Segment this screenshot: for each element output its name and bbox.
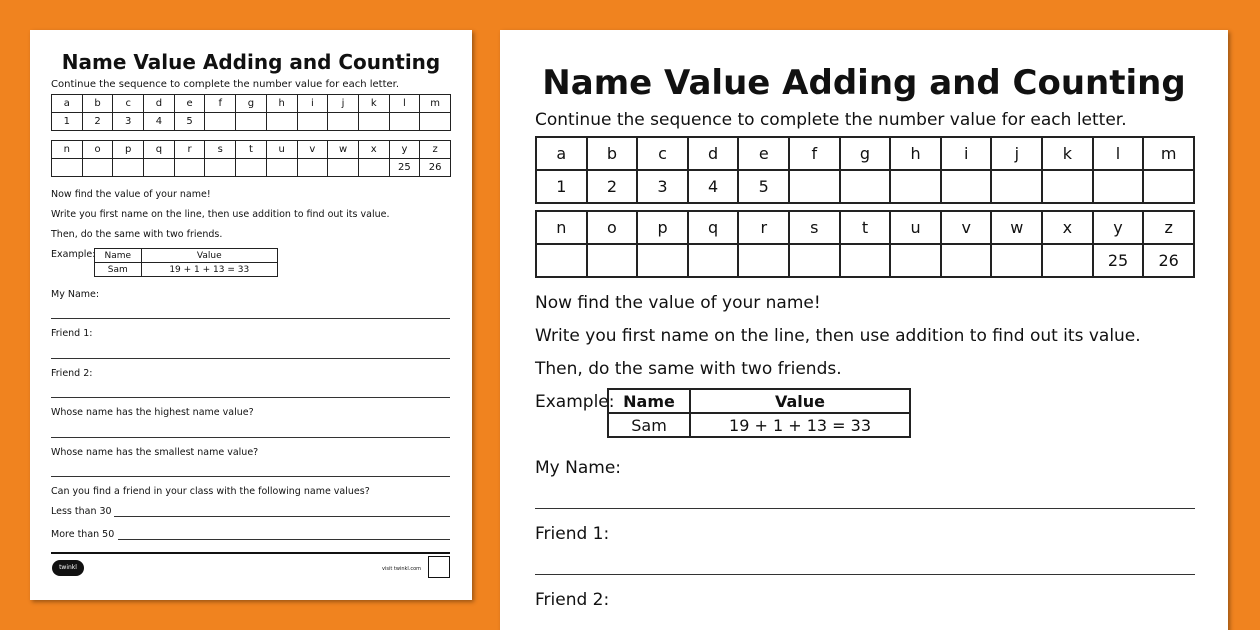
stamp-icon <box>428 556 450 578</box>
value-cell <box>358 113 389 131</box>
my-name-line[interactable] <box>535 508 1195 509</box>
letter-cell: j <box>328 95 359 113</box>
paragraph-find-value: Now find the value of your name! <box>535 293 821 313</box>
value-cell[interactable]: 26 <box>1143 244 1194 277</box>
letter-table-row2 <box>51 140 451 177</box>
value-cell <box>236 159 267 177</box>
letter-cell: e <box>174 95 205 113</box>
highest-answer-line[interactable] <box>51 437 450 438</box>
example-header-value: Value <box>141 249 278 263</box>
letter-row <box>52 141 451 159</box>
value-row <box>536 244 1194 277</box>
letter-cell: a <box>536 137 587 170</box>
example-table <box>94 248 278 277</box>
value-cell[interactable] <box>587 244 638 277</box>
table-row <box>95 263 278 277</box>
letter-row <box>536 137 1194 170</box>
value-cell[interactable] <box>637 244 688 277</box>
value-cell <box>174 159 205 177</box>
value-cell <box>297 159 328 177</box>
letter-cell: b <box>82 95 113 113</box>
value-cell[interactable] <box>789 244 840 277</box>
twinkl-logo: twinkl <box>52 560 84 576</box>
example-name: Sam <box>95 263 142 277</box>
letter-cell: u <box>890 211 941 244</box>
value-cell[interactable] <box>1042 170 1093 203</box>
example-label: Example: <box>535 392 615 412</box>
letter-cell: c <box>637 137 688 170</box>
value-cell <box>205 113 236 131</box>
letter-cell: x <box>1042 211 1093 244</box>
letter-cell: v <box>297 141 328 159</box>
letter-cell: h <box>890 137 941 170</box>
letter-cell: j <box>991 137 1042 170</box>
table-row <box>608 389 910 413</box>
letter-cell: v <box>941 211 992 244</box>
page-title: Name Value Adding and Counting <box>542 63 1186 103</box>
value-cell[interactable] <box>738 244 789 277</box>
page-title: Name Value Adding and Counting <box>61 50 441 74</box>
letter-row <box>52 95 451 113</box>
value-cell[interactable] <box>789 170 840 203</box>
value-cell[interactable]: 3 <box>637 170 688 203</box>
worksheet-thumbnail <box>30 30 472 600</box>
value-cell <box>82 159 113 177</box>
worksheet-zoomed <box>500 30 1228 630</box>
value-cell[interactable]: 4 <box>688 170 739 203</box>
paragraph-friends: Then, do the same with two friends. <box>535 359 842 379</box>
table-row <box>95 249 278 263</box>
paragraph-find-value: Now find the value of your name! <box>51 189 211 200</box>
example-name: Sam <box>608 413 690 437</box>
value-cell <box>266 113 297 131</box>
letter-cell: m <box>420 95 451 113</box>
letter-cell: n <box>536 211 587 244</box>
friend2-label: Friend 2: <box>535 590 610 610</box>
letter-cell: h <box>266 95 297 113</box>
letter-cell: s <box>789 211 840 244</box>
friend2-line[interactable] <box>51 397 450 398</box>
paragraph-write-name: Write you first name on the line, then use addition to find out its value. <box>535 326 1141 346</box>
letter-row <box>536 211 1194 244</box>
value-cell[interactable] <box>536 244 587 277</box>
value-cell[interactable]: 5 <box>738 170 789 203</box>
letter-cell: f <box>205 95 236 113</box>
value-cell <box>328 159 359 177</box>
my-name-label: My Name: <box>535 458 622 478</box>
letter-cell: r <box>738 211 789 244</box>
letter-cell: g <box>840 137 891 170</box>
letter-cell: w <box>328 141 359 159</box>
value-cell: 5 <box>174 113 205 131</box>
smallest-answer-line[interactable] <box>51 476 450 477</box>
value-cell: 4 <box>144 113 175 131</box>
example-value: 19 + 1 + 13 = 33 <box>690 413 910 437</box>
example-label: Example: <box>51 249 96 260</box>
more-than-label: More than 50 <box>51 529 115 540</box>
letter-cell: l <box>1093 137 1144 170</box>
letter-cell: d <box>688 137 739 170</box>
letter-cell: y <box>1093 211 1144 244</box>
letter-cell: f <box>789 137 840 170</box>
letter-cell: i <box>297 95 328 113</box>
example-header-name: Name <box>608 389 690 413</box>
letter-cell: z <box>420 141 451 159</box>
instruction-text: Continue the sequence to complete the number value for each letter. <box>535 110 1127 130</box>
my-name-line[interactable] <box>51 318 450 319</box>
value-cell[interactable]: 1 <box>536 170 587 203</box>
value-cell <box>52 159 83 177</box>
value-cell[interactable] <box>941 244 992 277</box>
less-than-label: Less than 30 <box>51 506 112 517</box>
letter-cell: d <box>144 95 175 113</box>
value-cell[interactable] <box>991 170 1042 203</box>
value-cell[interactable] <box>890 170 941 203</box>
value-cell: 1 <box>52 113 83 131</box>
my-name-label: My Name: <box>51 289 100 300</box>
letter-cell: p <box>637 211 688 244</box>
footer-url: visit twinkl.com <box>382 566 422 572</box>
friend1-label: Friend 1: <box>535 524 610 544</box>
footer-divider <box>51 552 450 554</box>
value-cell[interactable] <box>1042 244 1093 277</box>
value-cell: 2 <box>82 113 113 131</box>
example-value: 19 + 1 + 13 = 33 <box>141 263 278 277</box>
paragraph-friends: Then, do the same with two friends. <box>51 229 223 240</box>
value-cell: 25 <box>389 159 420 177</box>
class-question: Can you find a friend in your class with the following name values? <box>51 486 370 497</box>
smallest-question: Whose name has the smallest name value? <box>51 447 259 458</box>
letter-cell: q <box>144 141 175 159</box>
value-cell <box>328 113 359 131</box>
letter-cell: k <box>1042 137 1093 170</box>
value-row <box>536 170 1194 203</box>
value-cell: 26 <box>420 159 451 177</box>
letter-cell: x <box>358 141 389 159</box>
value-cell <box>113 159 144 177</box>
letter-cell: u <box>266 141 297 159</box>
value-cell: 3 <box>113 113 144 131</box>
letter-cell: o <box>82 141 113 159</box>
letter-cell: e <box>738 137 789 170</box>
value-cell[interactable] <box>840 170 891 203</box>
value-cell[interactable] <box>890 244 941 277</box>
value-cell <box>205 159 236 177</box>
more-than-line[interactable] <box>118 539 450 540</box>
example-header-name: Name <box>95 249 142 263</box>
table-row <box>608 413 910 437</box>
example-table <box>607 388 911 438</box>
instruction-text: Continue the sequence to complete the number value for each letter. <box>51 79 400 90</box>
value-cell[interactable] <box>1143 170 1194 203</box>
friend2-label: Friend 2: <box>51 368 93 379</box>
letter-cell: b <box>587 137 638 170</box>
letter-cell: a <box>52 95 83 113</box>
letter-cell: k <box>358 95 389 113</box>
value-cell <box>236 113 267 131</box>
letter-cell: z <box>1143 211 1194 244</box>
value-cell[interactable] <box>840 244 891 277</box>
letter-cell: t <box>840 211 891 244</box>
value-cell[interactable] <box>941 170 992 203</box>
letter-cell: w <box>991 211 1042 244</box>
letter-cell: l <box>389 95 420 113</box>
letter-cell: t <box>236 141 267 159</box>
value-cell <box>144 159 175 177</box>
letter-table-row1 <box>51 94 451 131</box>
friend1-line[interactable] <box>535 574 1195 575</box>
letter-cell: p <box>113 141 144 159</box>
letter-cell: q <box>688 211 739 244</box>
value-cell <box>389 113 420 131</box>
value-cell <box>297 113 328 131</box>
letter-cell: n <box>52 141 83 159</box>
letter-cell: m <box>1143 137 1194 170</box>
friend1-line[interactable] <box>51 358 450 359</box>
value-cell <box>420 113 451 131</box>
example-header-value: Value <box>690 389 910 413</box>
letter-cell: r <box>174 141 205 159</box>
friend1-label: Friend 1: <box>51 328 93 339</box>
letter-table-row2 <box>535 210 1195 278</box>
value-cell[interactable]: 2 <box>587 170 638 203</box>
value-cell[interactable] <box>991 244 1042 277</box>
letter-table-row1 <box>535 136 1195 204</box>
letter-cell: i <box>941 137 992 170</box>
letter-cell: g <box>236 95 267 113</box>
value-cell[interactable] <box>1093 170 1144 203</box>
value-cell[interactable] <box>688 244 739 277</box>
value-cell <box>358 159 389 177</box>
letter-cell: c <box>113 95 144 113</box>
value-row <box>52 159 451 177</box>
less-than-line[interactable] <box>114 516 450 517</box>
paragraph-write-name: Write you first name on the line, then use addition to find out its value. <box>51 209 390 220</box>
highest-question: Whose name has the highest name value? <box>51 407 254 418</box>
letter-cell: s <box>205 141 236 159</box>
letter-cell: y <box>389 141 420 159</box>
value-cell <box>266 159 297 177</box>
value-cell[interactable]: 25 <box>1093 244 1144 277</box>
letter-cell: o <box>587 211 638 244</box>
value-row <box>52 113 451 131</box>
